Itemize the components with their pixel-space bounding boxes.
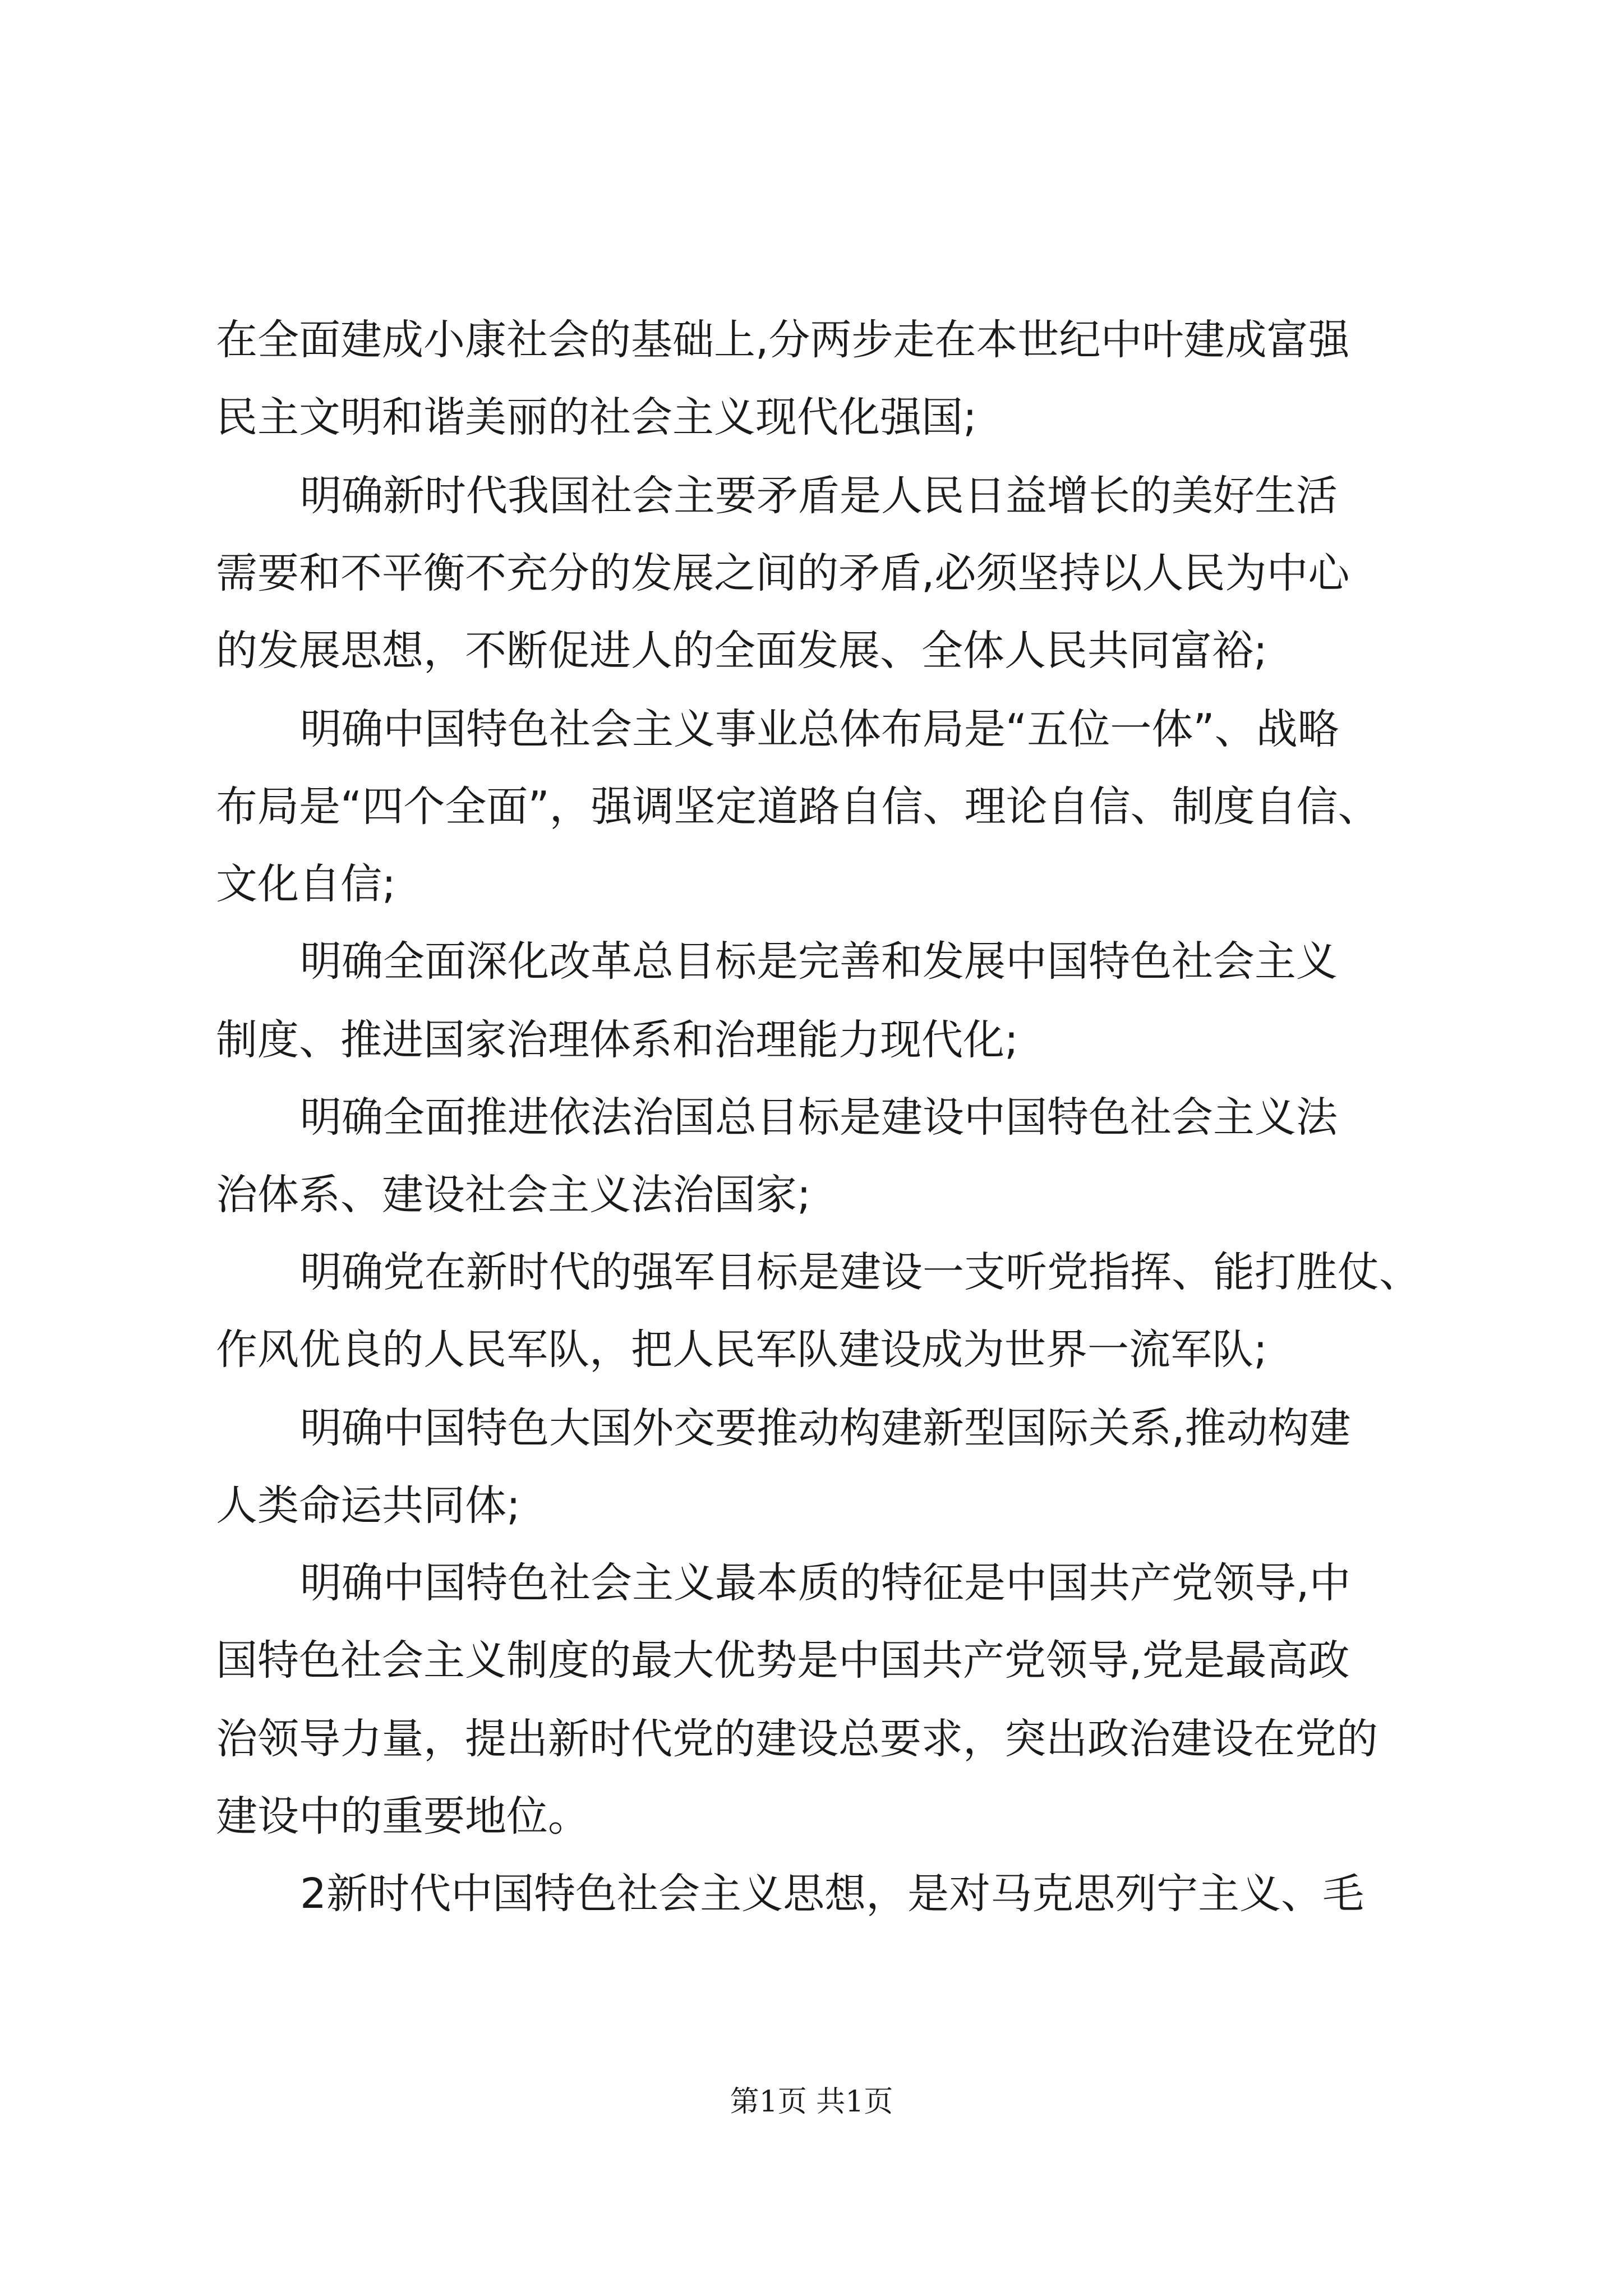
text-line: 明确中国特色大国外交要推动构建新型国际关系,推动构建: [300, 1404, 1351, 1452]
text-line: 人类命运共同体;: [216, 1481, 520, 1530]
text-line: 明确中国特色社会主义最本质的特征是中国共产党领导,中: [300, 1559, 1351, 1607]
text-line: 制度、推进国家治理体系和治理能力现代化;: [216, 1016, 1018, 1064]
page-footer: 第1页 共1页: [730, 2085, 893, 2119]
text-line: 2新时代中国特色社会主义思想，是对马克思列宁主义、毛: [300, 1870, 1364, 1918]
text-line: 治体系、建设社会主义法治国家;: [216, 1171, 811, 1219]
text-line: 明确中国特色社会主义事业总体布局是“五位一体”、战略: [300, 705, 1339, 753]
text-line: 治领导力量，提出新时代党的建设总要求，突出政治建设在党的: [216, 1715, 1378, 1763]
text-line: 在全面建成小康社会的基础上,分两步走在本世纪中叶建成富强: [216, 316, 1350, 364]
text-line: 明确全面推进依法治国总目标是建设中国特色社会主义法: [300, 1093, 1338, 1142]
text-line: 明确新时代我国社会主要矛盾是人民日益增长的美好生活: [300, 472, 1338, 520]
text-line: 的发展思想，不断促进人的全面发展、全体人民共同富裕;: [216, 627, 1267, 675]
text-line: 布局是“四个全面”，强调坚定道路自信、理论自信、制度自信、: [216, 783, 1380, 831]
text-line: 需要和不平衡不充分的发展之间的矛盾,必须坚持以人民为中心: [216, 549, 1350, 597]
text-line: 建设中的重要地位。: [216, 1792, 589, 1841]
text-line: 明确党在新时代的强军目标是建设一支听党指挥、能打胜仗、: [300, 1248, 1421, 1296]
text-line: 民主文明和谐美丽的社会主义现代化强国;: [216, 393, 977, 441]
text-line: 作风优良的人民军队，把人民军队建设成为世界一流军队;: [216, 1326, 1267, 1374]
text-line: 国特色社会主义制度的最大优势是中国共产党领导,党是最高政: [216, 1636, 1350, 1685]
text-line: 文化自信;: [216, 860, 396, 908]
text-line: 明确全面深化改革总目标是完善和发展中国特色社会主义: [300, 937, 1338, 986]
